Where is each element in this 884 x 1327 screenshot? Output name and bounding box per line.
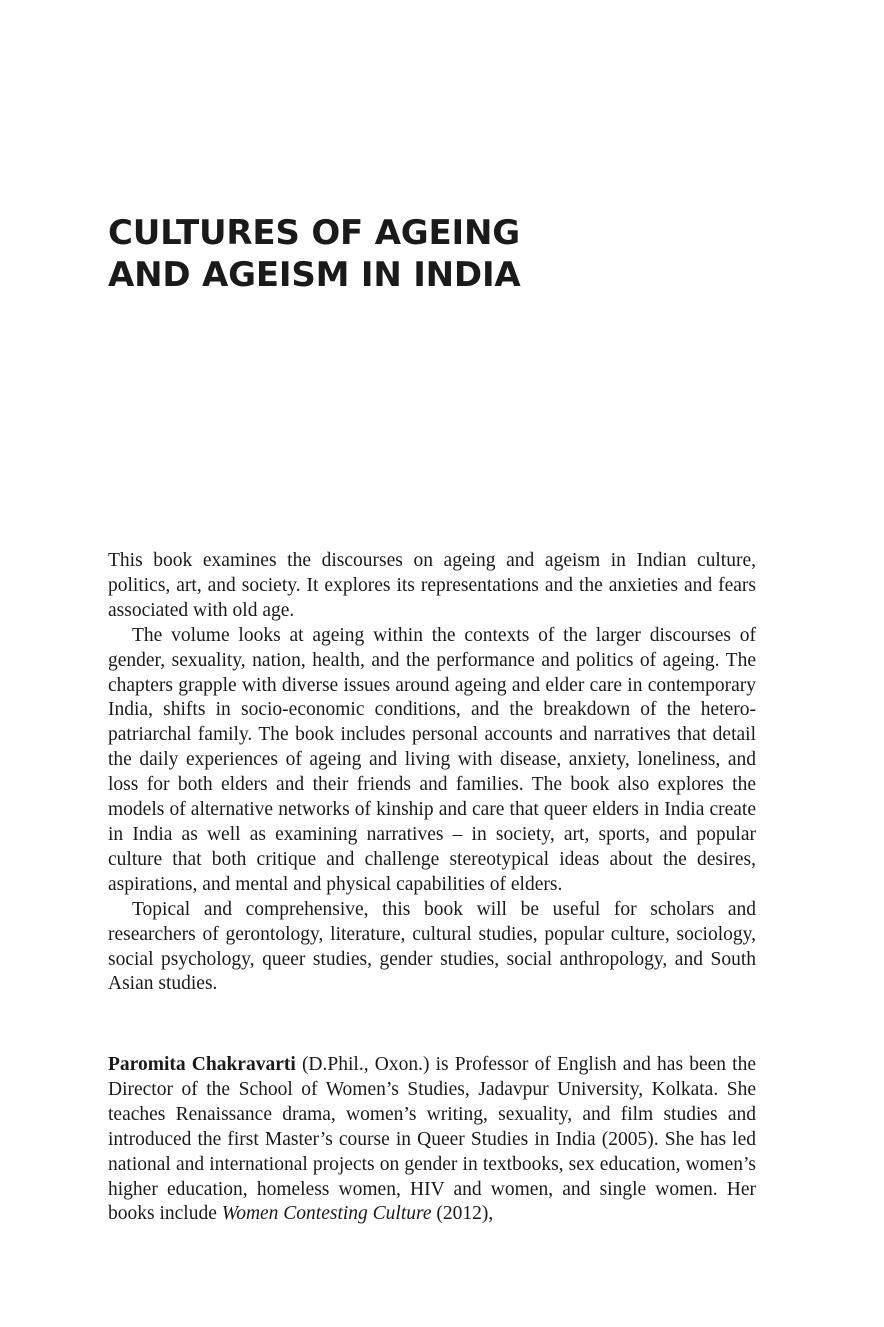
author-bio [108, 1053, 756, 1227]
description-paragraph-1: This book examines the discourses on ageing and ageism in Indian culture, politics, art, and society. It explores its representations and the anxieties and fears associated with old age. [108, 550, 756, 621]
book-title-line-2: AND AGEISM IN INDIA [108, 255, 521, 295]
author-bio-text-end: (2012), [431, 1203, 494, 1225]
author-name: Paromita Chakravarti [108, 1054, 296, 1075]
author-bio-paragraph [108, 1053, 756, 1227]
description-paragraph-3: Topical and comprehensive, this book will be useful for scholars and researchers of gerontology, literature, cultural studies, popular culture, sociology, social psychology, queer studies, gender studies, social anthropology, and South Asian studies. [108, 898, 756, 995]
description-paragraph-2: The volume looks at ageing within the contexts of the larger discourses of gender, sexuality, nation, health, and the performance and politics of ageing. The chapters grapple with diverse issues around ageing and elder care in contemporary India, shifts in socio-economic conditions, and the breakdown of the hetero-patriarchal family. The book includes personal accounts and narratives that detail the daily experiences of ageing and living with disease, anxiety, loneliness, and loss for both elders and their friends and families. The book also explores the models of alternative networks of kinship and care that queer elders in India create in India as well as examining narratives – in society, art, sports, and popular culture that both critique and challenge stereotypical ideas about the desires, aspirations, and mental and physical capabilities of elders. [108, 624, 756, 895]
book-description [108, 549, 756, 997]
book-title [108, 212, 788, 296]
book-title-reference: Women Contesting Culture [221, 1203, 432, 1225]
book-title-line-1: CULTURES OF AGEING [108, 213, 520, 253]
author-bio-text: (D.Phil., Oxon.) is Professor of English and has been the Director of the School of Women’s Studies, Jadavpur University, Kolkata. She teaches Renaissance drama, women’s writing, sexuality, and film studies and introduced the first Master’s course in Queer Studies in India (2005). She has led national and international projects on gender in textbooks, sex education, women’s higher education, homeless women, HIV and women, and single women. Her books include [108, 1054, 756, 1225]
